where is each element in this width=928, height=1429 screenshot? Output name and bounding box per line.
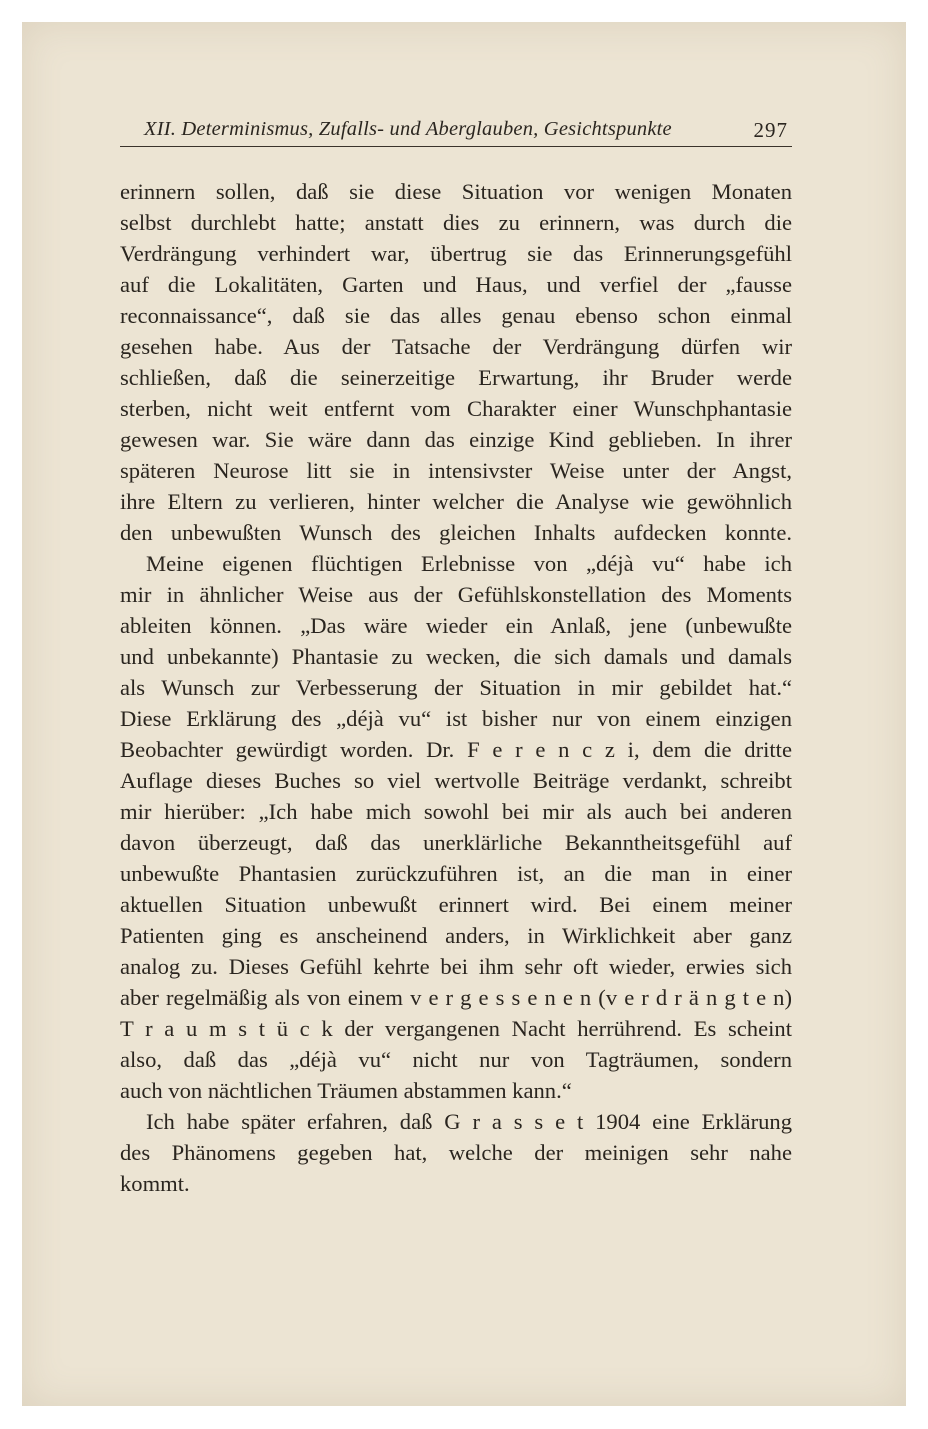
text-line: späteren Neurose litt sie in intensivster Weise unter der Angst, [120, 458, 792, 483]
text-line: mir in ähnlicher Weise aus der Gefühlskonstellation des Moments [120, 582, 792, 607]
text-line: Diese Erklärung des „déjà vu“ ist bisher nur von einem einzigen [120, 706, 792, 731]
text-line: Beobachter gewürdigt worden. Dr. F e r e n c z i, dem die dritte [120, 737, 792, 762]
text-line: Meine eigenen flüchtigen Erlebnisse von „déjà vu“ habe ich [146, 551, 792, 576]
text-line: also, daß das „déjà vu“ nicht nur von Tagträumen, sondern [120, 1047, 792, 1072]
text-line: den unbewußten Wunsch des gleichen Inhalts aufdecken konnte. [120, 520, 792, 545]
text-line: gewesen war. Sie wäre dann das einzige Kind geblieben. In ihrer [120, 427, 792, 452]
text-line: Patienten ging es anscheinend anders, in Wirklichkeit aber ganz [120, 923, 792, 948]
running-title: XII. Determinismus, Zufalls- und Aberglauben, Gesichtspunkte [144, 118, 672, 140]
text-line: mir hierüber: „Ich habe mich sowohl bei mir als auch bei anderen [120, 799, 792, 824]
text-line: ihre Eltern zu verlieren, hinter welcher die Analyse wie gewöhnlich [120, 489, 792, 514]
page-number: 297 [753, 118, 788, 142]
text-line: Verdrängung verhindert war, übertrug sie das Erinnerungsgefühl [120, 241, 792, 266]
text-line: reconnaissance“, daß sie das alles genau ebenso schon einmal [120, 303, 792, 328]
body-text [120, 176, 792, 1199]
text-line: kommt. [120, 1171, 190, 1196]
text-line: davon überzeugt, daß das unerklärliche Bekanntheitsgefühl auf [120, 830, 792, 855]
text-line: Ich habe später erfahren, daß G r a s s e t 1904 eine Erklärung [146, 1109, 792, 1134]
text-line: aber regelmäßig als von einem v e r g e s s e n e n (v e r d r ä n g t e n) [120, 985, 792, 1010]
text-line: und unbekannte) Phantasie zu wecken, die sich damals und damals [120, 644, 792, 669]
text-line: des Phänomens gegeben hat, welche der meinigen sehr nahe [120, 1140, 792, 1165]
text-line: schließen, daß die seinerzeitige Erwartung, ihr Bruder werde [120, 365, 792, 390]
running-header [120, 112, 792, 147]
text-line: auf die Lokalitäten, Garten und Haus, und verfiel der „fausse [120, 272, 792, 297]
text-line: aktuellen Situation unbewußt erinnert wird. Bei einem meiner [120, 892, 792, 917]
text-line: erinnern sollen, daß sie diese Situation vor wenigen Monaten [120, 179, 792, 204]
text-line: sterben, nicht weit entfernt vom Charakter einer Wunschphantasie [120, 396, 792, 421]
text-line: Auflage dieses Buches so viel wertvolle Beiträge verdankt, schreibt [120, 768, 792, 793]
text-line: ableiten können. „Das wäre wieder ein Anlaß, jene (unbewußte [120, 613, 792, 638]
text-line: als Wunsch zur Verbesserung der Situation in mir gebildet hat.“ [120, 675, 792, 700]
text-line: unbewußte Phantasien zurückzuführen ist, an die man in einer [120, 861, 792, 886]
text-line: selbst durchlebt hatte; anstatt dies zu erinnern, was durch die [120, 210, 792, 235]
text-line: gesehen habe. Aus der Tatsache der Verdrängung dürfen wir [120, 334, 792, 359]
text-line: analog zu. Dieses Gefühl kehrte bei ihm sehr oft wieder, erwies sich [120, 954, 792, 979]
text-line: auch von nächtlichen Träumen abstammen kann.“ [120, 1078, 572, 1103]
text-line: T r a u m s t ü c k der vergangenen Nacht herrührend. Es scheint [120, 1016, 792, 1041]
